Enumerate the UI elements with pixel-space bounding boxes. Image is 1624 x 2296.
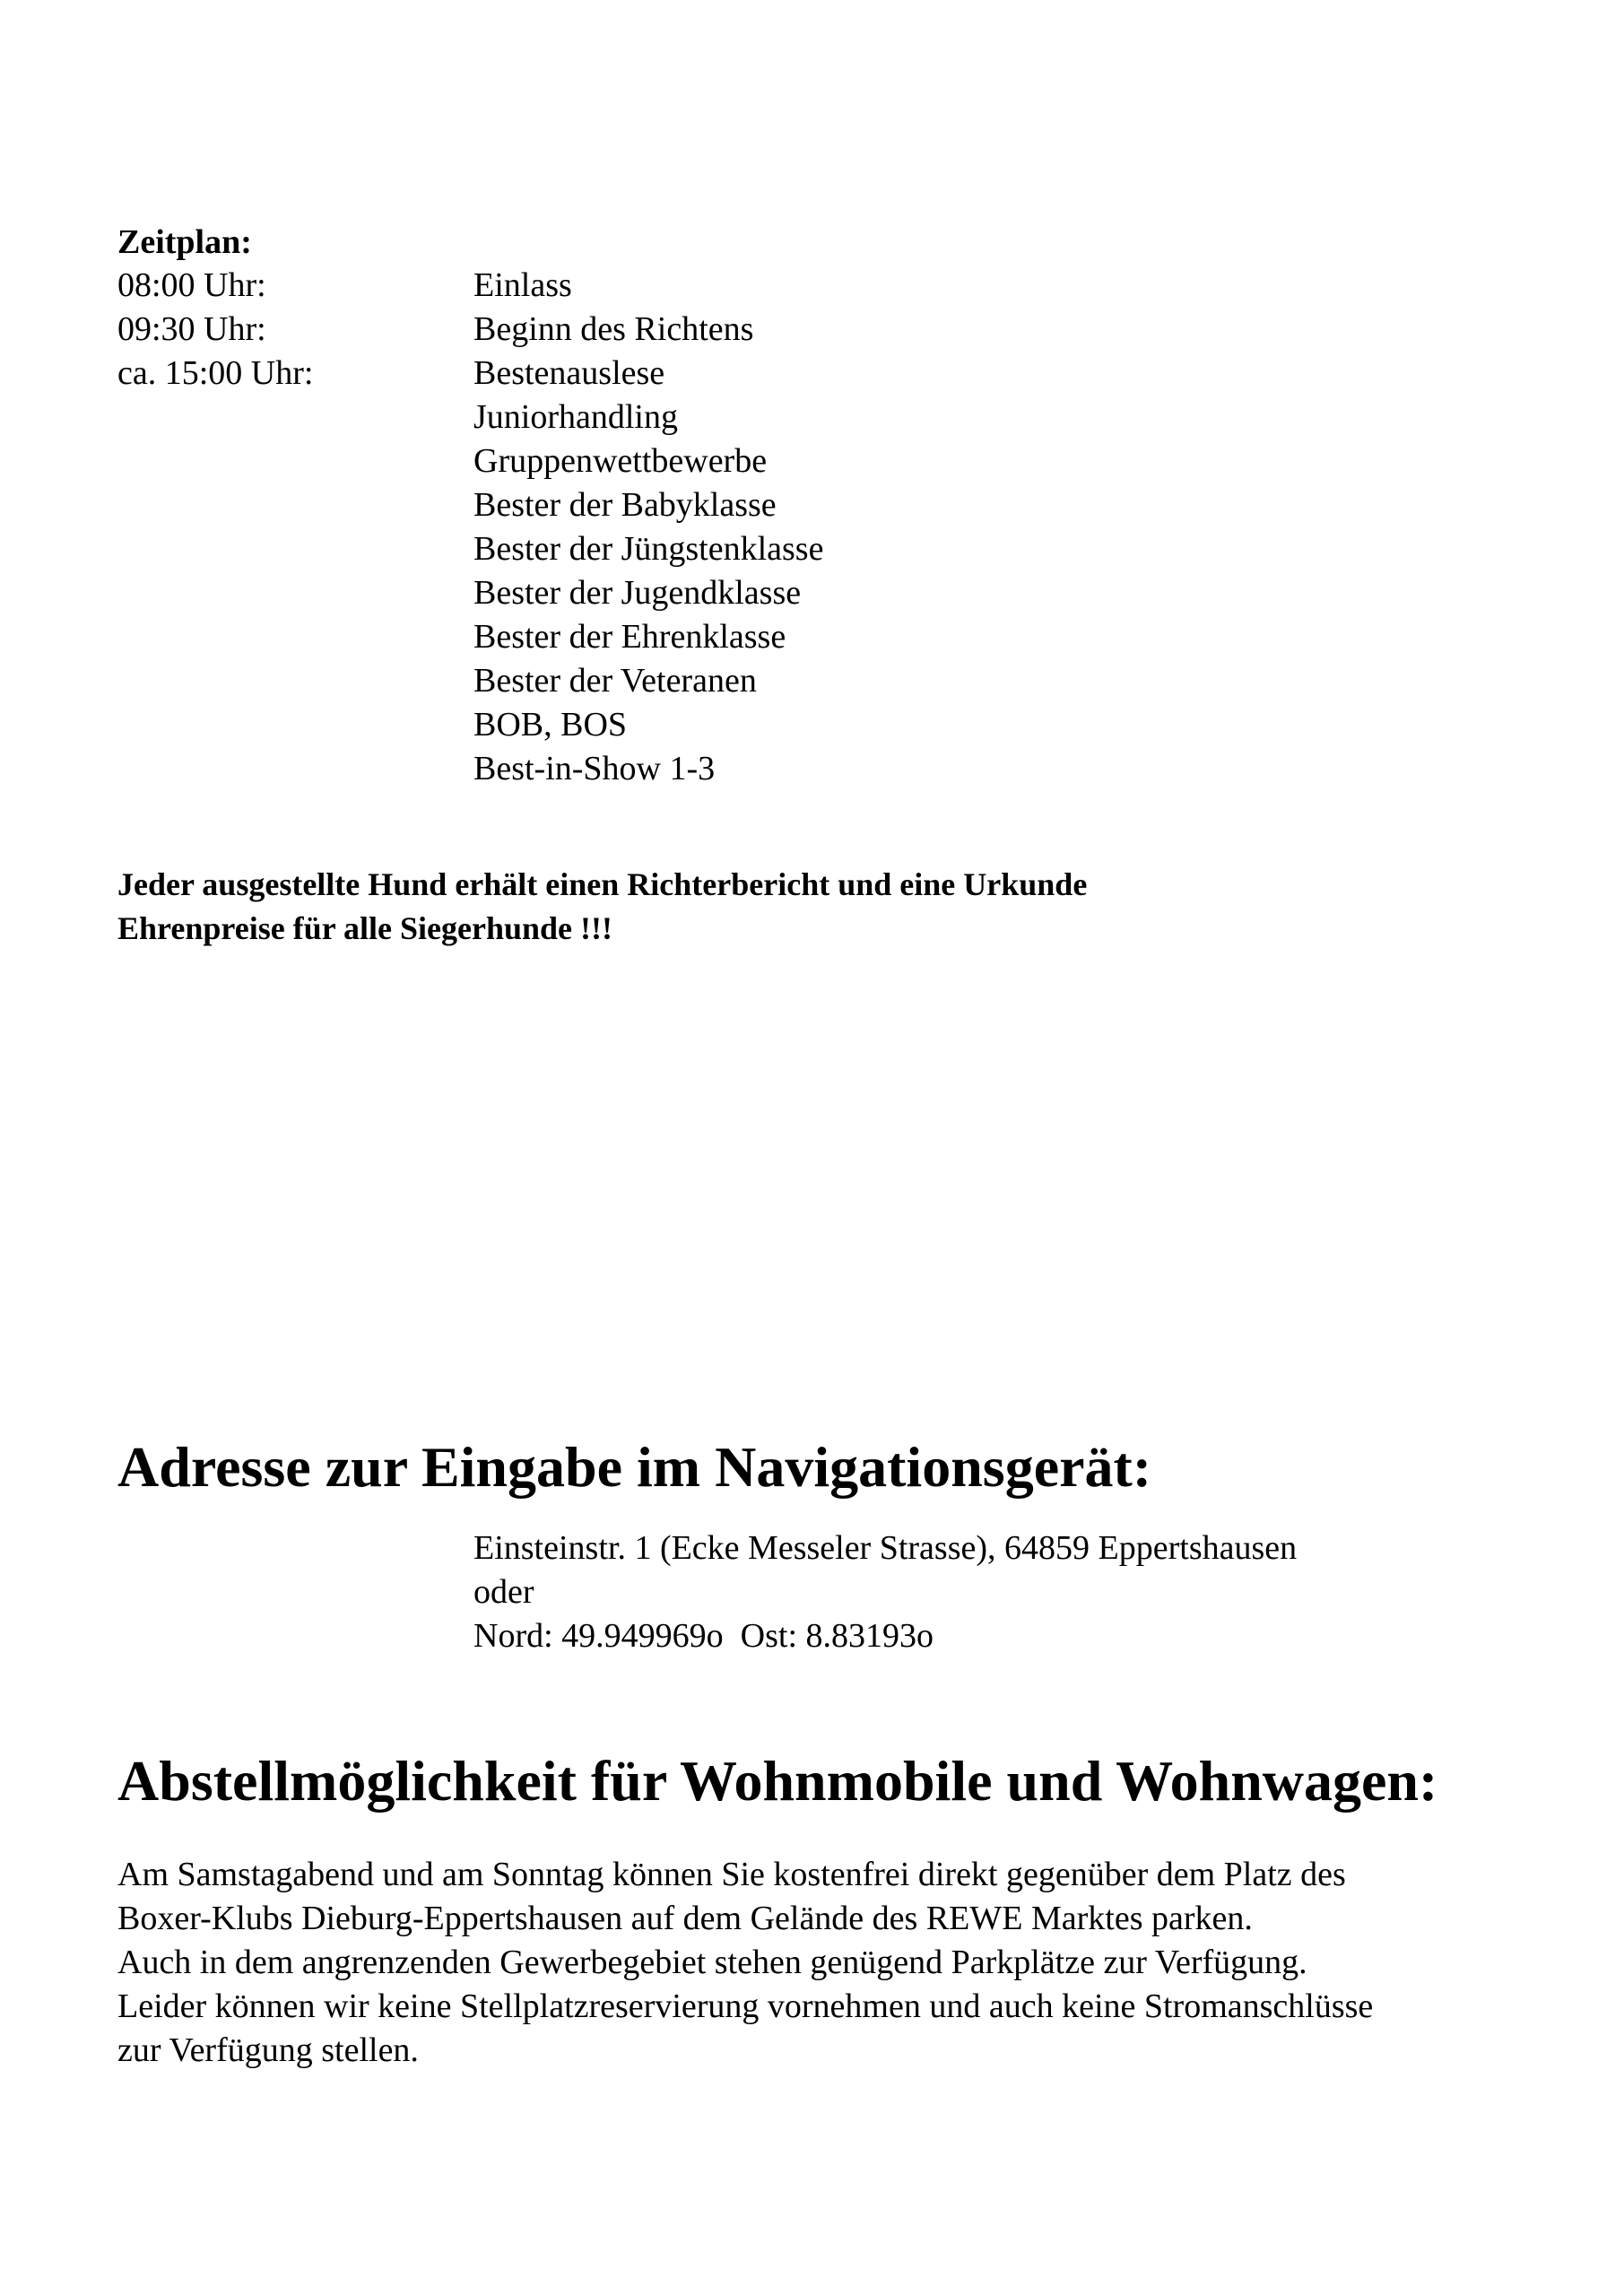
address-heading: Adresse zur Eingabe im Navigationsgerät: [117, 1435, 1152, 1499]
notice-prizes: Ehrenpreise für alle Siegerhunde !!! [117, 910, 612, 946]
parking-line: zur Verfügung stellen. [117, 2031, 419, 2069]
address-or: oder [473, 1573, 534, 1611]
parking-paragraph [117, 1853, 1373, 2073]
schedule-title: Zeitplan: [117, 223, 252, 261]
schedule-time: ca. 15:00 Uhr: [117, 354, 314, 392]
schedule-time: 09:30 Uhr: [117, 310, 266, 348]
schedule-event: Einlass [473, 266, 572, 304]
address-street: Einsteinstr. 1 (Ecke Messeler Strasse), 64859 Eppertshausen [473, 1529, 1298, 1567]
parking-line: Leider können wir keine Stellplatzreservierung vornehmen und auch keine Stromanschlüsse [117, 1987, 1374, 2025]
parking-heading: Abstellmöglichkeit für Wohnmobile und Wohnwagen: [117, 1749, 1438, 1813]
schedule-event: Gruppenwettbewerbe [473, 442, 768, 480]
schedule-event: Best-in-Show 1-3 [473, 750, 716, 787]
schedule-event: Bester der Babyklasse [473, 486, 777, 524]
address-coordinates: Nord: 49.949969o Ost: 8.83193o [473, 1617, 934, 1655]
parking-line: Auch in dem angrenzenden Gewerbegebiet stehen genügend Parkplätze zur Verfügung. [117, 1944, 1307, 1981]
notice-judge-report: Jeder ausgestellte Hund erhält einen Richterbericht und eine Urkunde [117, 866, 1088, 902]
parking-line: Am Samstagabend und am Sonntag können Sie kostenfrei direkt gegenüber dem Platz des [117, 1856, 1346, 1893]
schedule-event: Bestenauslese [473, 354, 665, 392]
schedule-event: Juniorhandling [473, 398, 678, 436]
schedule-event: Beginn des Richtens [473, 310, 754, 348]
schedule-event: Bester der Veteranen [473, 662, 757, 700]
schedule-time: 08:00 Uhr: [117, 266, 266, 304]
parking-line: Boxer-Klubs Dieburg-Eppertshausen auf dem Gelände des REWE Marktes parken. [117, 1900, 1253, 1937]
schedule-event: Bester der Jüngstenklasse [473, 530, 824, 568]
schedule-event: BOB, BOS [473, 706, 628, 744]
schedule-event: Bester der Ehrenklasse [473, 618, 786, 656]
schedule-event: Bester der Jugendklasse [473, 574, 802, 612]
